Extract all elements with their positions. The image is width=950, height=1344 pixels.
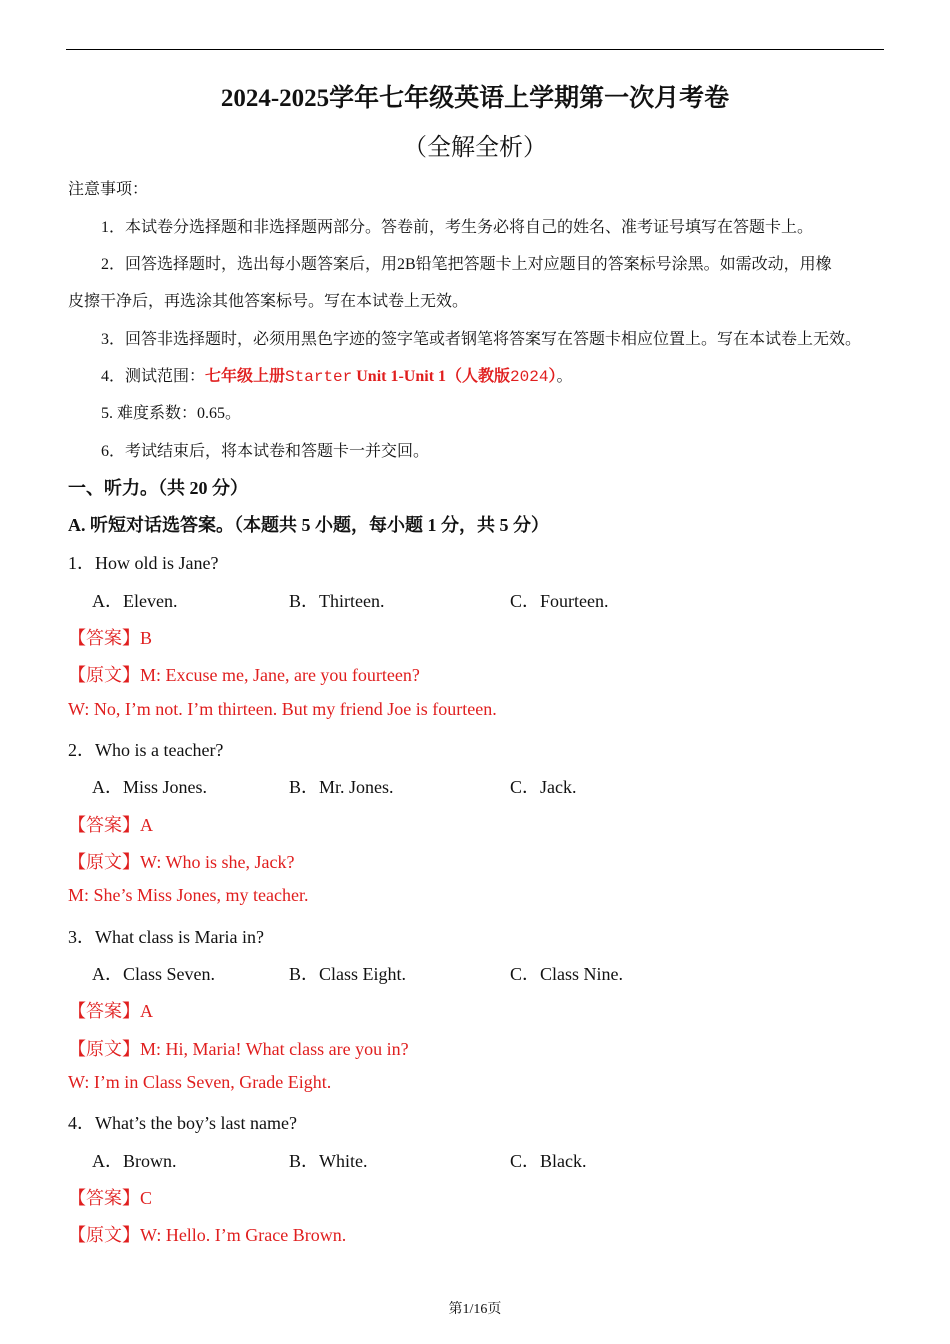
question-4-option-b: B．White. xyxy=(289,1151,368,1171)
notice-item-6: 6．考试结束后，将本试卷和答题卡一并交回。 xyxy=(101,443,430,460)
question-1-script-line1: 【原文】M: Excuse me, Jane, are you fourteen? xyxy=(68,665,420,685)
question-1-option-c: C．Fourteen. xyxy=(510,591,609,611)
page-subtitle: （全解全析） xyxy=(403,135,547,161)
question-1-option-a: A．Eleven. xyxy=(92,591,178,611)
question-2-script-line1: 【原文】W: Who is she, Jack? xyxy=(68,852,295,872)
notice-item-2-line1: 2．回答选择题时，选出每小题答案后，用2B铅笔把答题卡上对应题目的答案标号涂黑。如需改动，用橡 xyxy=(101,256,832,273)
question-1-script-line2: W: No, I’m not. I’m thirteen. But my friend Joe is fourteen. xyxy=(68,699,497,719)
question-4-script-line1: 【原文】W: Hello. I’m Grace Brown. xyxy=(68,1225,347,1245)
question-2-stem: 2．Who is a teacher? xyxy=(68,740,224,760)
scope-units: Unit 1-Unit 1（人教版 xyxy=(352,368,511,385)
question-4-option-c: C．Black. xyxy=(510,1151,587,1171)
question-1-answer: 【答案】B xyxy=(68,628,153,648)
question-4-option-a: A．Brown. xyxy=(92,1151,177,1171)
scope-year: 2024 xyxy=(510,368,549,386)
question-3-option-a: A．Class Seven. xyxy=(92,964,215,984)
question-3-option-b: B．Class Eight. xyxy=(289,964,407,984)
question-2-answer: 【答案】A xyxy=(68,815,153,835)
question-3-option-c: C．Class Nine. xyxy=(510,964,624,984)
notice-item-1: 1．本试卷分选择题和非选择题两部分。答卷前，考生务必将自己的姓名、准考证号填写在答题卡上。 xyxy=(101,219,814,236)
notice-item-4-suffix: 。 xyxy=(556,368,573,385)
notice-item-4 xyxy=(101,363,572,386)
question-2-option-b: B．Mr. Jones. xyxy=(289,777,394,797)
question-1-option-b: B．Thirteen. xyxy=(289,591,385,611)
notice-heading: 注意事项： xyxy=(68,181,149,198)
scope-grade: 七年级上册 xyxy=(205,368,286,385)
page-title: 2024-2025学年七年级英语上学期第一次月考卷 xyxy=(220,85,730,112)
notice-item-4-prefix: 4．测试范围： xyxy=(101,368,206,385)
question-2-option-a: A．Miss Jones. xyxy=(92,777,208,797)
section-listening-heading: 一、听力。（共 20 分） xyxy=(68,478,248,498)
question-3-answer: 【答案】A xyxy=(68,1001,153,1021)
question-1-stem: 1．How old is Jane? xyxy=(68,553,219,573)
scope-close: ） xyxy=(548,368,557,385)
question-4-answer: 【答案】C xyxy=(68,1188,153,1208)
question-3-script-line2: W: I’m in Class Seven, Grade Eight. xyxy=(68,1072,332,1092)
question-2-option-c: C．Jack. xyxy=(510,777,577,797)
notice-item-5: 5. 难度系数：0.65。 xyxy=(101,405,242,422)
question-3-script-line1: 【原文】M: Hi, Maria! What class are you in? xyxy=(68,1039,409,1059)
notice-item-2-line2: 皮擦干净后，再选涂其他答案标号。写在本试卷上无效。 xyxy=(68,293,469,310)
page-number: 第1/16页 xyxy=(448,1302,502,1317)
notice-item-3: 3．回答非选择题时，必须用黑色字迹的签字笔或者钢笔将答案写在答题卡相应位置上。写在本试卷上无效。 xyxy=(101,331,862,348)
question-2-script-line2: M: She’s Miss Jones, my teacher. xyxy=(68,885,309,905)
scope-starter: Starter xyxy=(285,368,353,386)
section-a-heading: A. 听短对话选答案。（本题共 5 小题，每小题 1 分，共 5 分） xyxy=(68,515,549,535)
question-4-stem: 4．What’s the boy’s last name? xyxy=(68,1113,297,1133)
question-3-stem: 3．What class is Maria in? xyxy=(68,927,264,947)
top-rule xyxy=(66,49,884,50)
